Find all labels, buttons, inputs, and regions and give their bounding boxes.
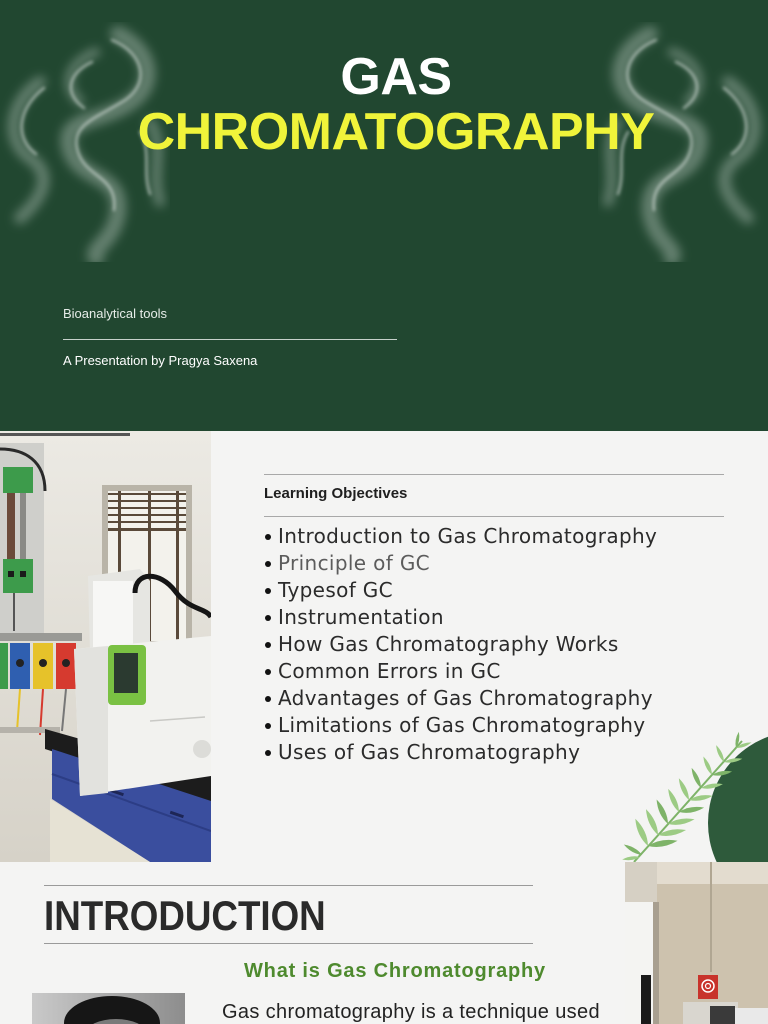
objectives-slide [0,431,768,862]
objectives-bottom-rule [264,516,724,517]
objective-item: Typesof GC [264,577,657,604]
objective-item: Common Errors in GC [264,658,657,685]
introduction-slide [0,862,768,1024]
objectives-list [264,523,657,766]
scientist-portrait [32,993,185,1024]
objective-item: Instrumentation [264,604,657,631]
objective-item: Uses of Gas Chromatography [264,739,657,766]
introduction-body-text: Gas chromatography is a technique used [222,1001,600,1023]
presentation-title [24,50,768,160]
warning-sign [698,975,718,999]
presentation-subtitle: Bioanalytical tools [63,306,168,321]
title-line-2: CHROMATOGRAPHY [137,103,655,161]
objective-item: Limitations of Gas Chromatography [264,712,657,739]
objective-item: Introduction to Gas Chromatography [264,523,657,550]
dark-circle-shape [708,731,768,862]
gc-lab-photo [0,431,211,862]
introduction-heading: INTRODUCTION [44,892,326,939]
introduction-bottom-rule [44,943,533,944]
objective-item: Principle of GC [264,550,657,577]
objective-item: How Gas Chromatography Works [264,631,657,658]
leaf-decoration [620,731,768,862]
objectives-top-rule [264,474,724,475]
introduction-top-rule [44,885,533,886]
title-slide [0,0,768,431]
title-divider [63,339,397,340]
gas-panel [0,443,45,635]
objective-item: Advantages of Gas Chromatography [264,685,657,712]
title-line-1: GAS [340,48,452,106]
introduction-subheading: What is Gas Chromatography [244,960,546,982]
objectives-heading: Learning Objectives [264,485,408,502]
lab-equipment-photo [625,862,768,1024]
presentation-byline: A Presentation by Pragya Saxena [63,353,258,368]
gc-instrument [74,569,211,796]
